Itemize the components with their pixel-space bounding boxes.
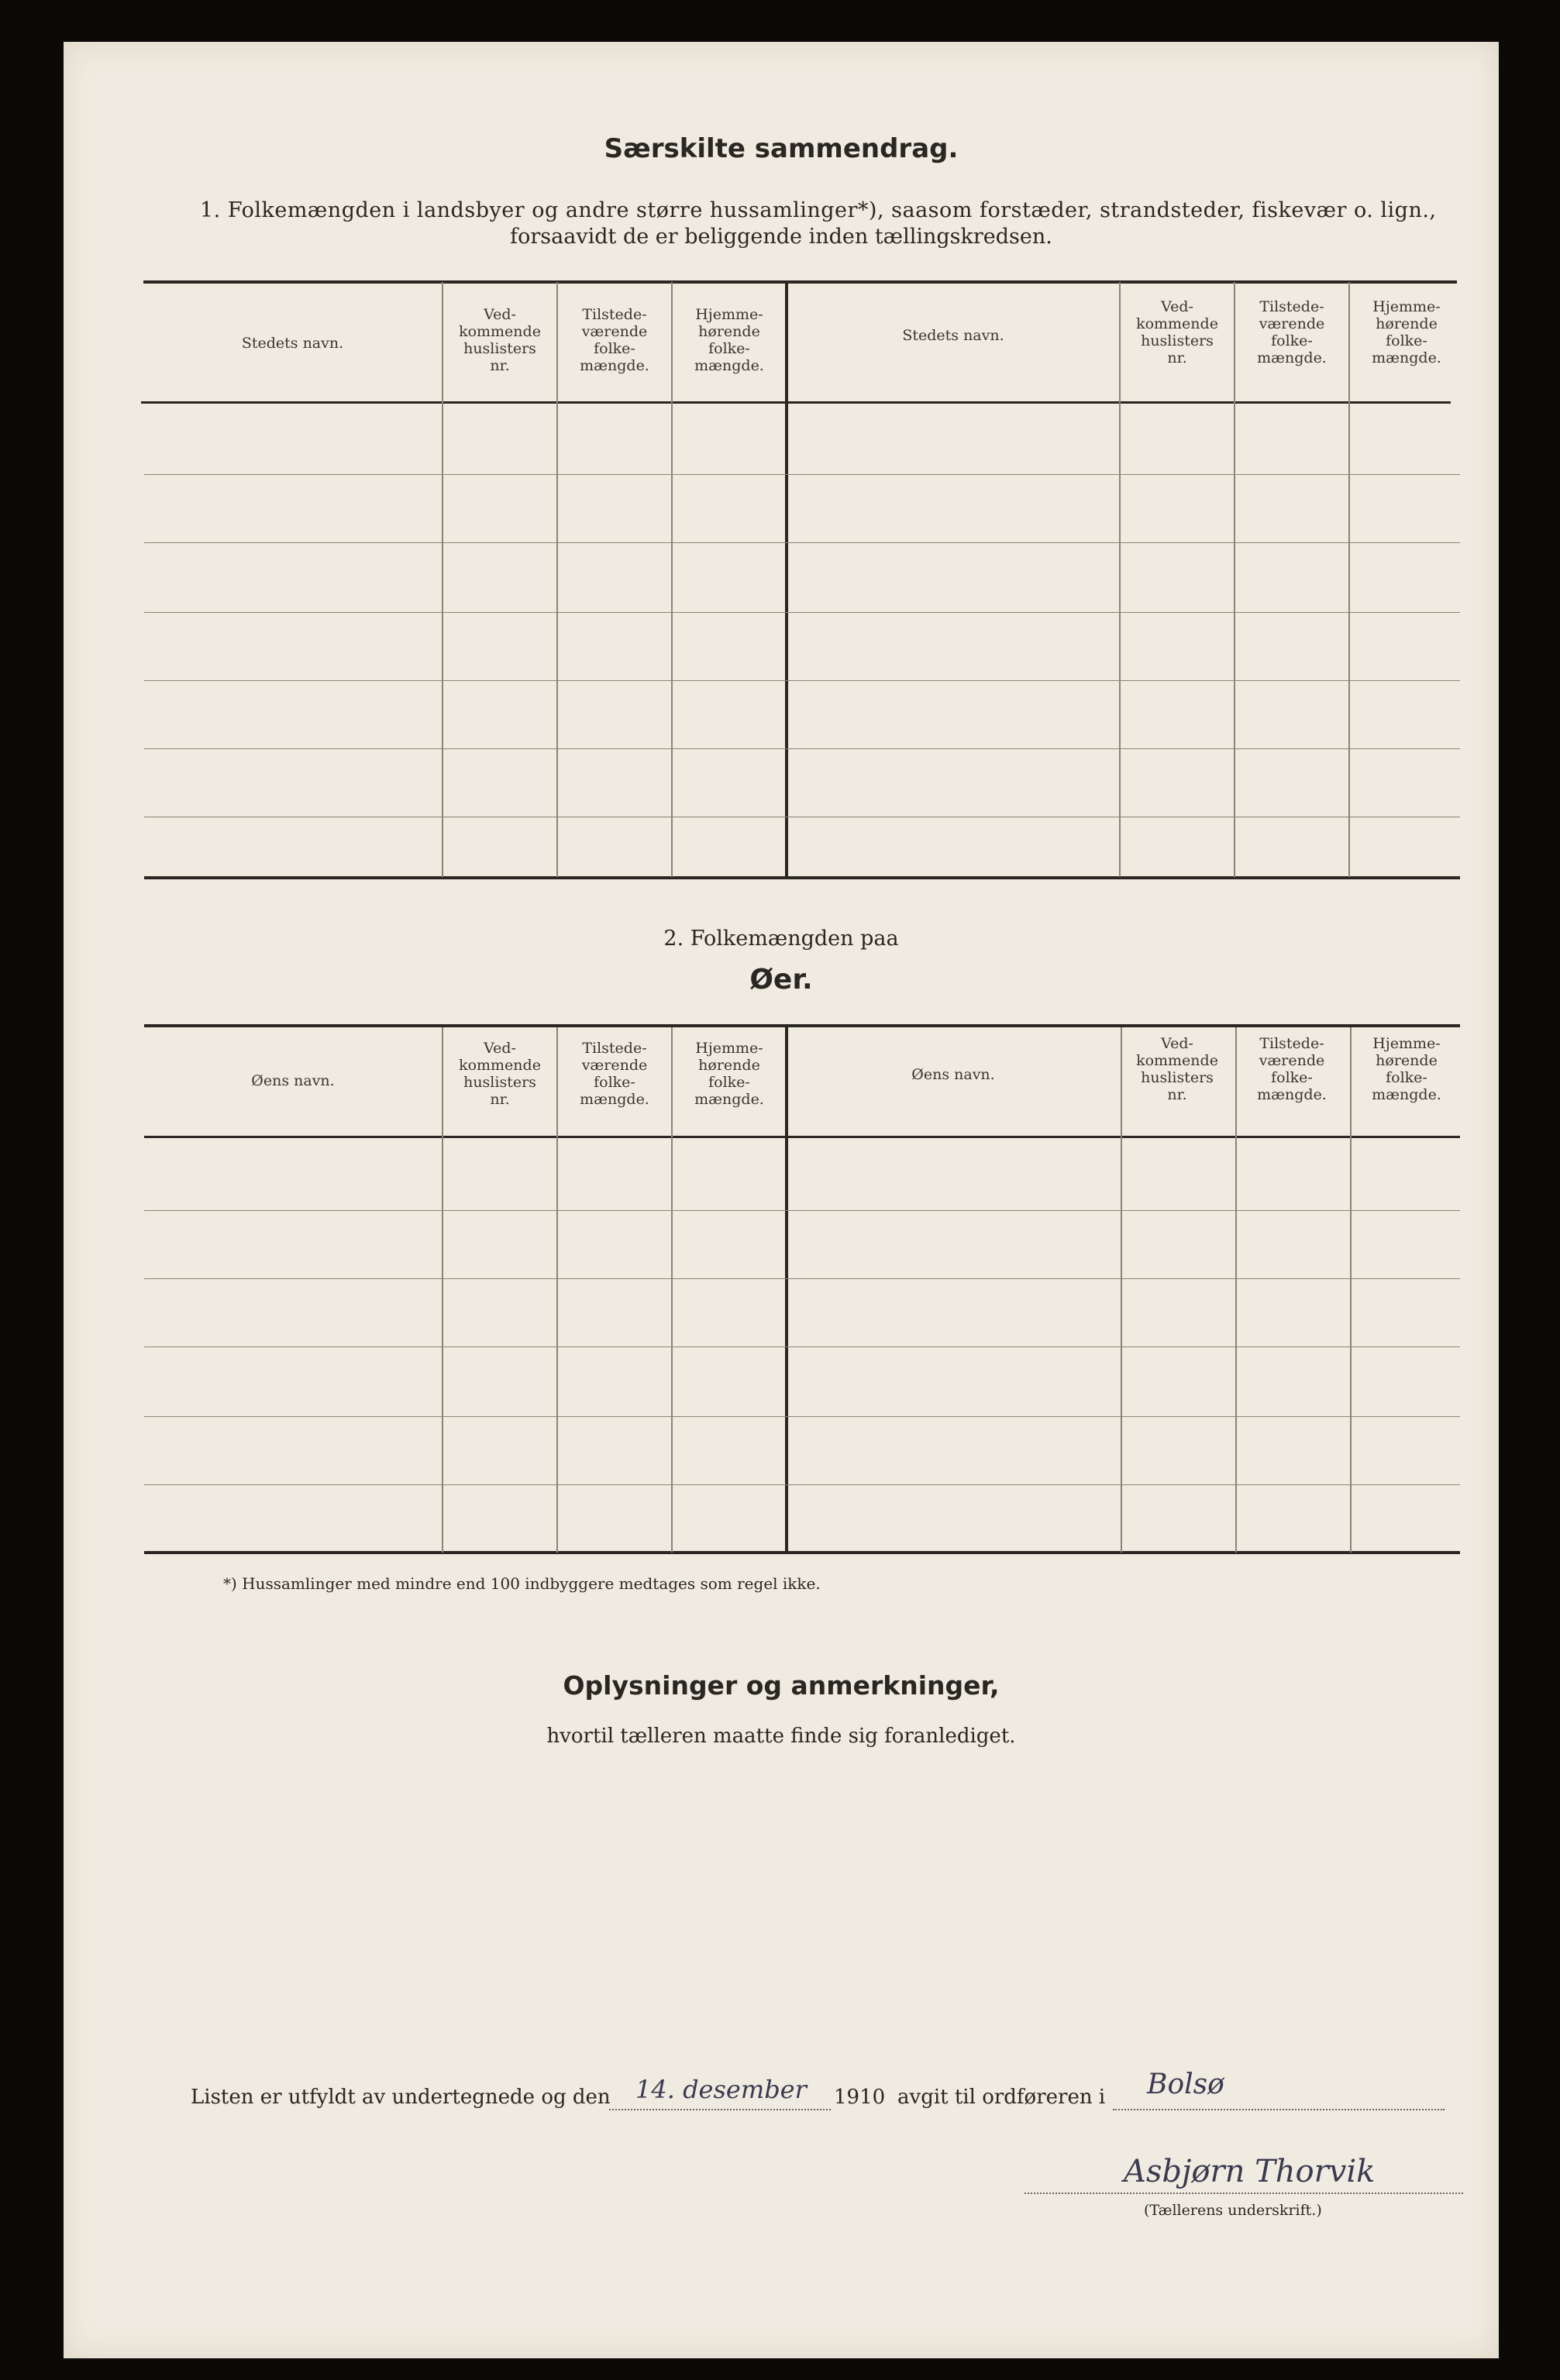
col-header: Tilstede- værende folke- mængde.: [580, 1040, 649, 1108]
completion-statement: Listen er utfyldt av undertegnede og den: [191, 2086, 611, 2109]
document-page: [64, 42, 1499, 2358]
col-header: Hjemme- hørende folke- mængde.: [694, 306, 764, 374]
page-title: Særskilte sammendrag.: [604, 133, 959, 164]
recipient-label: avgit til ordføreren i: [897, 2086, 1106, 2109]
col-header: Tilstede- værende folke- mængde.: [580, 306, 649, 374]
col-header: Stedets navn.: [902, 327, 1004, 344]
col-header: Hjemme- hørende folke- mængde.: [694, 1040, 764, 1108]
handwritten-signature: Asbjørn Thorvik: [1124, 2154, 1376, 2189]
col-header: Tilstede- værende folke- mængde.: [1257, 1035, 1327, 1103]
section1-intro: 1. Folkemængden i landsbyer og andre større hussamlinger*), saasom forstæder, strandsteder, fiskevær o. lign.,: [200, 198, 1437, 222]
col-header: Stedets navn.: [241, 335, 344, 352]
col-header: Øens navn.: [911, 1066, 995, 1083]
col-header: Hjemme- hørende folke- mængde.: [1372, 1035, 1441, 1103]
col-header: Ved- kommende huslisters nr.: [1136, 298, 1218, 366]
handwritten-place: Bolsø: [1147, 2069, 1224, 2100]
section2-intro: 2. Folkemængden paa: [663, 927, 899, 951]
col-header: Ved- kommende huslisters nr.: [459, 1040, 541, 1108]
remarks-title: Oplysninger og anmerkninger,: [563, 1670, 1000, 1701]
year: 1910: [834, 2086, 886, 2109]
section1-intro-cont: forsaavidt de er beliggende inden tællingskredsen.: [510, 225, 1052, 249]
col-header: Tilstede- værende folke- mængde.: [1257, 298, 1327, 366]
section2-heading: Øer.: [749, 964, 813, 996]
col-header: Ved- kommende huslisters nr.: [1136, 1035, 1218, 1103]
col-header: Ved- kommende huslisters nr.: [459, 306, 541, 374]
footnote: *) Hussamlinger med mindre end 100 indbyggere medtages som regel ikke.: [223, 1574, 821, 1593]
col-header: Øens navn.: [251, 1072, 335, 1089]
col-header: Hjemme- hørende folke- mængde.: [1372, 298, 1441, 366]
remarks-subtitle: hvortil tælleren maatte finde sig foranlediget.: [546, 1725, 1016, 1748]
handwritten-date: 14. desember: [635, 2075, 807, 2104]
signature-label: (Tællerens underskrift.): [1144, 2202, 1322, 2219]
